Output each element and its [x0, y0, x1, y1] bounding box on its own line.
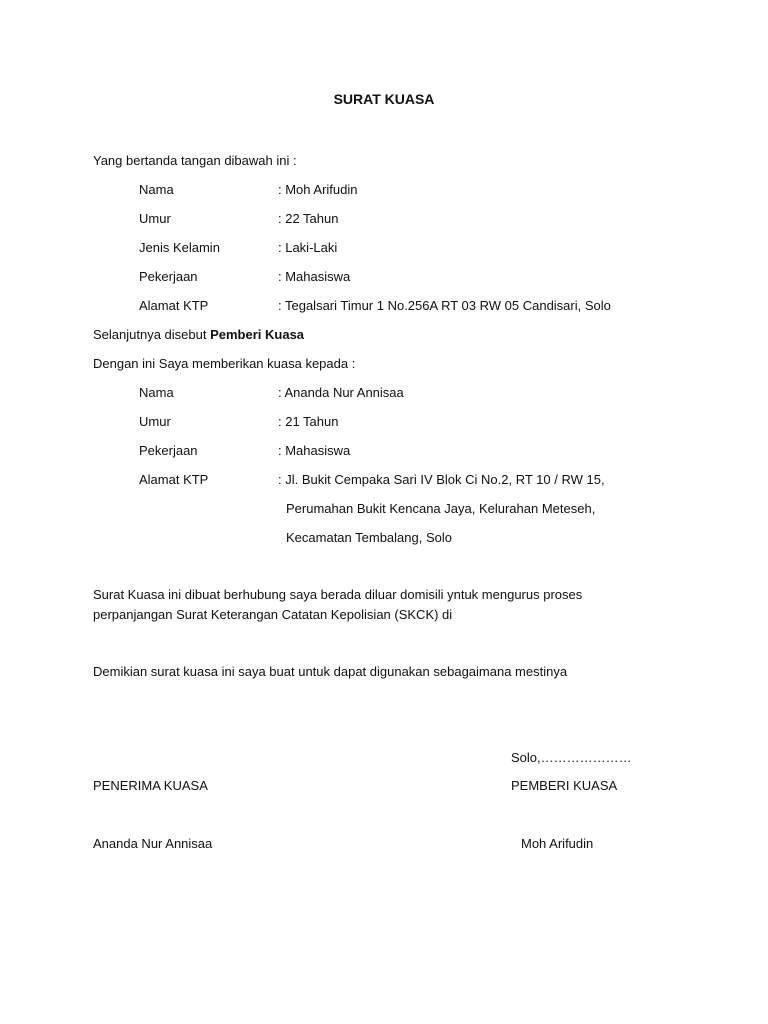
document-title: SURAT KUASA [333, 91, 435, 107]
grantee-name-value: : Ananda Nur Annisaa [278, 385, 404, 400]
grantor-name-value: : Moh Arifudin [278, 182, 358, 197]
purpose-line-2: perpanjangan Surat Keterangan Catatan Kepolisian (SKCK) di [93, 607, 453, 622]
closing-statement: Demikian surat kuasa ini saya buat untuk dapat digunakan sebagaimana mestinya [93, 664, 568, 679]
grantee-address-line-1: : Jl. Bukit Cempaka Sari IV Blok Ci No.2, RT 10 / RW 15, [278, 472, 605, 487]
receiver-label: PENERIMA KUASA [93, 778, 208, 793]
grantor-gender-value: : Laki-Laki [278, 240, 338, 255]
place-date: Solo,………………… [511, 750, 632, 765]
grantor-reference-term: Pemberi Kuasa [210, 327, 305, 342]
grantor-reference [93, 327, 304, 343]
grantee-age-value: : 21 Tahun [278, 414, 339, 429]
grantee-address-line-3: Kecamatan Tembalang, Solo [286, 530, 452, 545]
intro-text: Yang bertanda tangan dibawah ini : [93, 153, 297, 168]
grant-statement: Dengan ini Saya memberikan kuasa kepada : [93, 356, 356, 371]
grantor-job-value: : Mahasiswa [278, 269, 351, 284]
grantor-address-label: Alamat KTP [139, 298, 209, 313]
grantor-gender-label: Jenis Kelamin [139, 240, 220, 255]
grantee-address-label: Alamat KTP [139, 472, 209, 487]
grantee-job-value: : Mahasiswa [278, 443, 351, 458]
giver-label: PEMBERI KUASA [511, 778, 618, 793]
grantor-age-label: Umur [139, 211, 171, 226]
grantor-age-value: : 22 Tahun [278, 211, 339, 226]
giver-name: Moh Arifudin [521, 836, 594, 851]
grantor-job-label: Pekerjaan [139, 269, 198, 284]
grantee-age-label: Umur [139, 414, 171, 429]
grantor-reference-prefix: Selanjutnya disebut [93, 327, 211, 342]
grantor-name-label: Nama [139, 182, 174, 197]
receiver-name: Ananda Nur Annisaa [93, 836, 213, 851]
purpose-line-1: Surat Kuasa ini dibuat berhubung saya berada diluar domisili yntuk mengurus proses [93, 587, 583, 602]
grantee-address-line-2: Perumahan Bukit Kencana Jaya, Kelurahan Meteseh, [286, 501, 596, 516]
grantee-name-label: Nama [139, 385, 174, 400]
grantee-job-label: Pekerjaan [139, 443, 198, 458]
grantor-address-value: : Tegalsari Timur 1 No.256A RT 03 RW 05 Candisari, Solo [278, 298, 611, 313]
